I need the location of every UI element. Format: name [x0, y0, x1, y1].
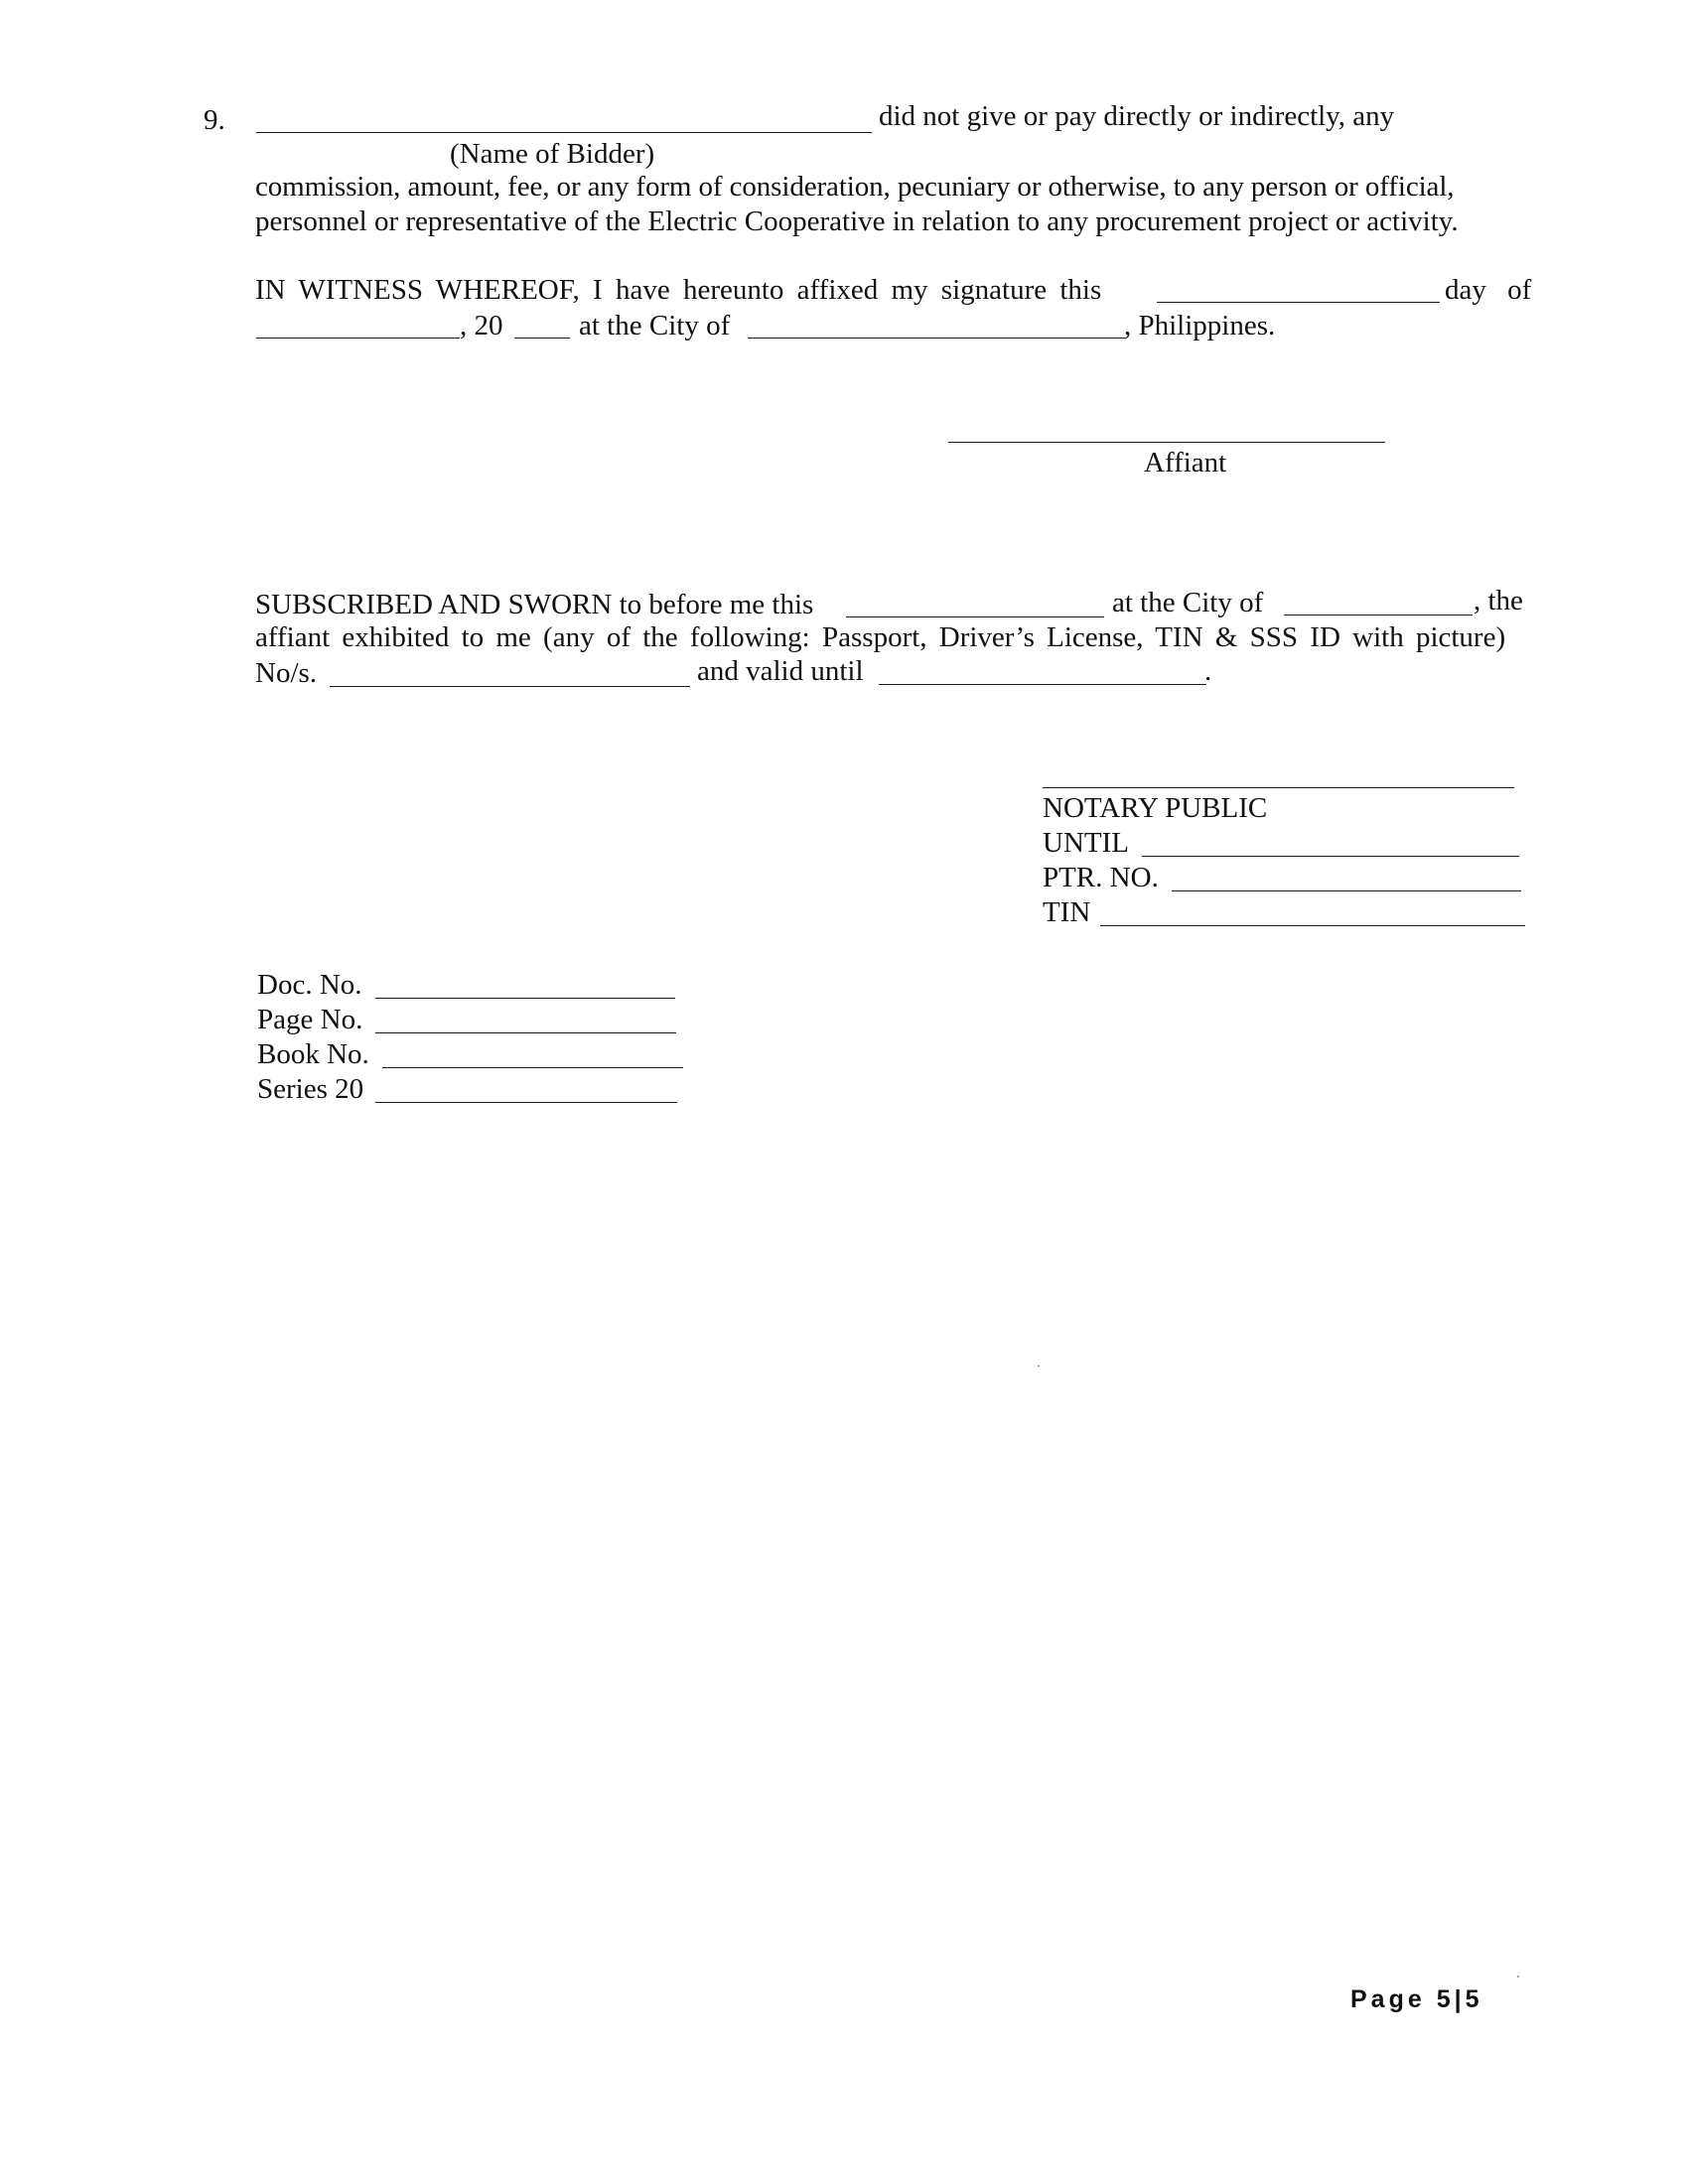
doc-no-label: Doc. No.	[257, 969, 362, 1001]
witness-month-blank[interactable]	[256, 338, 460, 339]
witness-city-blank[interactable]	[748, 338, 1125, 339]
bidder-name-blank[interactable]	[256, 132, 872, 133]
jurat-id-number-blank[interactable]	[330, 686, 690, 687]
series-label: Series 20	[257, 1073, 364, 1105]
witness-day-blank[interactable]	[1157, 302, 1440, 303]
notary-ptr-label: PTR. NO.	[1043, 862, 1159, 893]
notary-signature-line[interactable]	[1043, 787, 1514, 788]
item-number: 9.	[204, 104, 225, 136]
notary-until-label: UNTIL	[1043, 827, 1129, 859]
item9-text-after-blank: did not give or pay directly or indirectly, any	[879, 100, 1395, 132]
witness-year-blank[interactable]	[514, 338, 570, 339]
jurat-the: , the	[1474, 585, 1523, 616]
affiant-label: Affiant	[1144, 447, 1227, 478]
notary-ptr-blank[interactable]	[1172, 890, 1521, 891]
scan-speck	[1038, 1365, 1040, 1367]
affiant-signature-line[interactable]	[948, 442, 1385, 443]
jurat-city-label: at the City of	[1112, 587, 1264, 618]
witness-day-of: day of	[1445, 274, 1532, 306]
series-blank[interactable]	[375, 1102, 677, 1103]
item9-paragraph-line1-text: commission, amount, fee, or any form of consideration, pecuniary or otherwise, to any person or official,	[255, 171, 1455, 203]
bidder-name-caption: (Name of Bidder)	[450, 138, 655, 170]
page-no-label: Page No.	[257, 1004, 363, 1035]
notary-tin-label: TIN	[1043, 896, 1091, 928]
doc-no-blank[interactable]	[375, 998, 675, 999]
book-no-blank[interactable]	[382, 1067, 683, 1068]
jurat-period: .	[1204, 655, 1212, 687]
witness-line1: IN WITNESS WHEREOF, I have hereunto affixed my signature this	[255, 274, 1102, 306]
witness-city-label: at the City of	[579, 310, 731, 341]
page-number: Page 5|5	[1350, 1985, 1483, 2013]
witness-philippines: , Philippines.	[1124, 310, 1276, 341]
notary-tin-blank[interactable]	[1100, 925, 1525, 926]
book-no-label: Book No.	[257, 1038, 369, 1070]
jurat-nos-label: No/s.	[255, 657, 318, 689]
page-no-blank[interactable]	[375, 1032, 676, 1033]
item9-paragraph-line2: personnel or representative of the Electric Cooperative in relation to any procurement project or activity.	[255, 205, 1459, 237]
jurat-line2	[255, 620, 1529, 654]
jurat-valid-until-blank[interactable]	[879, 684, 1206, 685]
item9-paragraph-line1	[255, 170, 1529, 204]
notary-title: NOTARY PUBLIC	[1043, 792, 1268, 824]
scan-speck	[1517, 1976, 1519, 1978]
notary-until-blank[interactable]	[1142, 856, 1519, 857]
jurat-valid-label: and valid until	[697, 655, 864, 687]
jurat-date-blank[interactable]	[846, 616, 1104, 617]
jurat-line1-text: SUBSCRIBED AND SWORN to before me this	[255, 589, 814, 620]
jurat-city-blank[interactable]	[1284, 614, 1473, 615]
witness-year-prefix: , 20	[460, 310, 503, 341]
jurat-line2-text: affiant exhibited to me (any of the following: Passport, Driver’s License, TIN & SSS ID with picture)	[255, 621, 1506, 653]
